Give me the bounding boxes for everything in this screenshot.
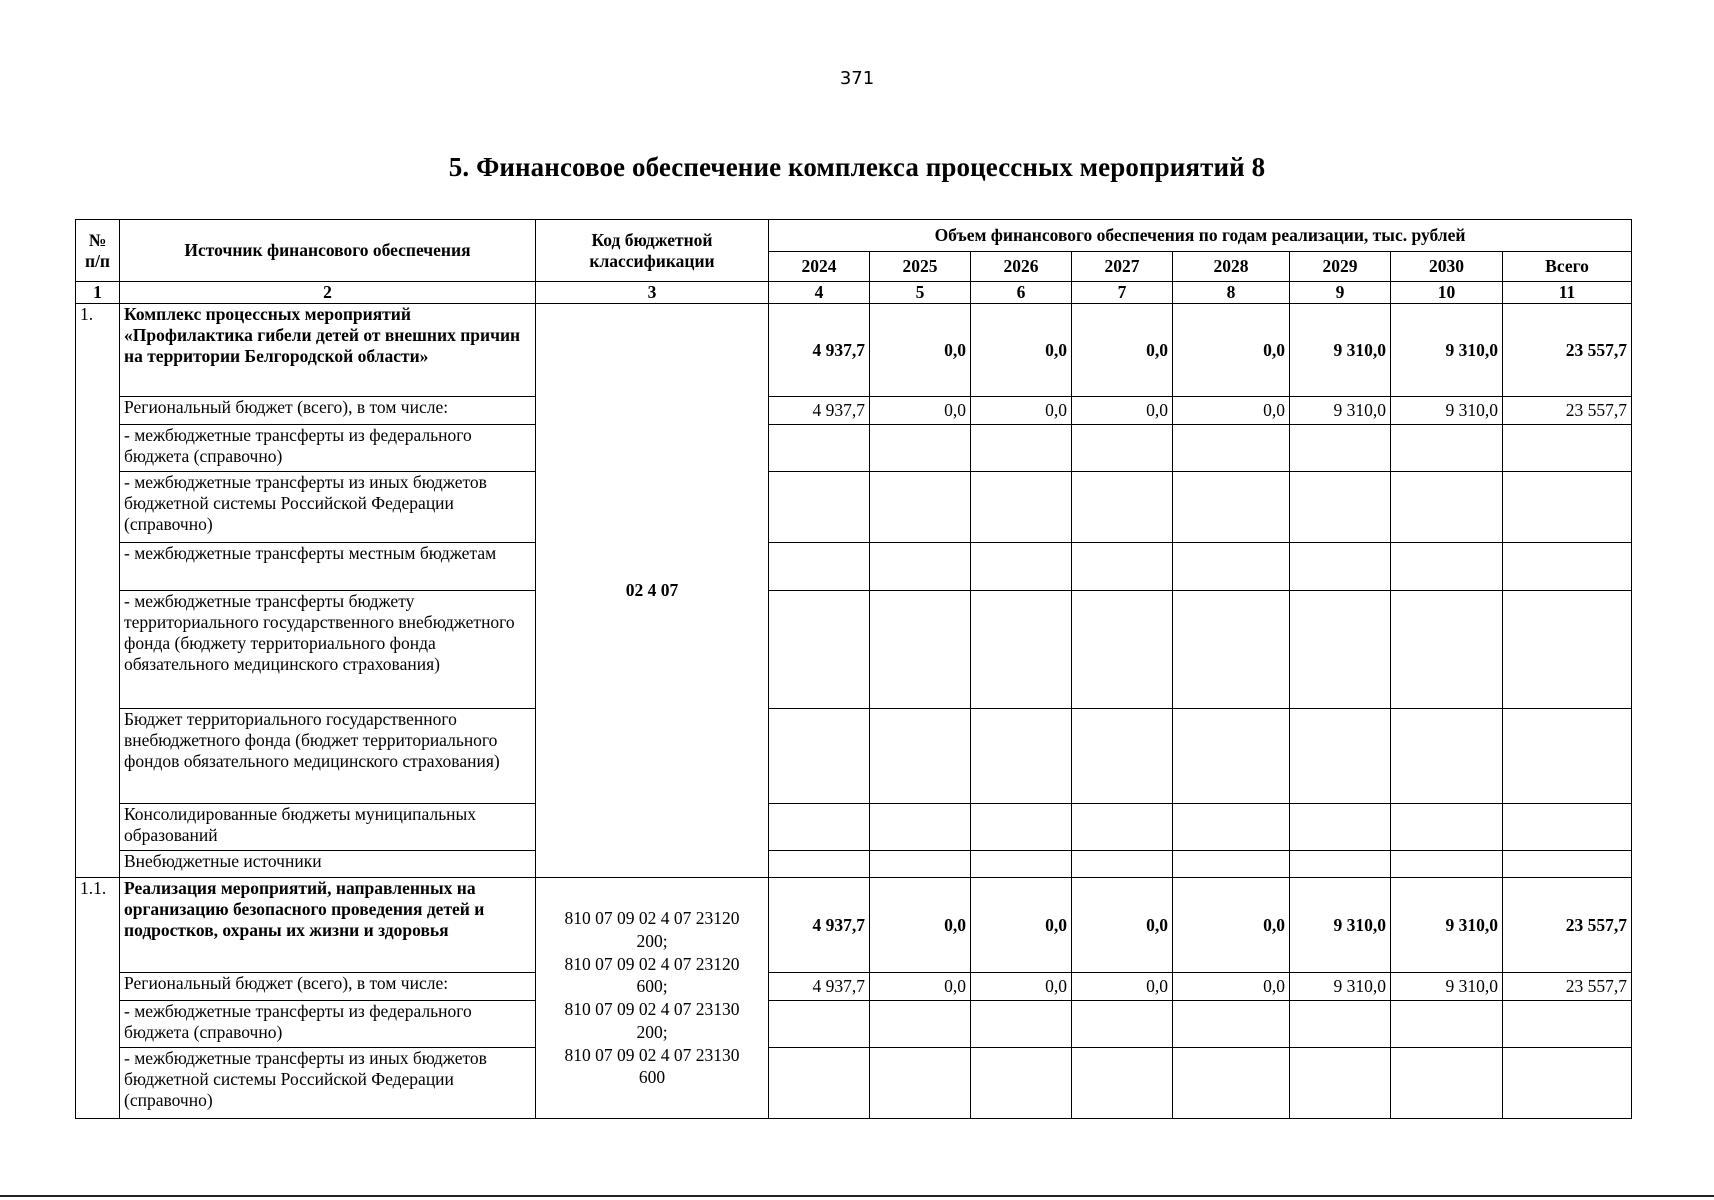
row-source: - межбюджетные трансферты из федерального бюджета (справочно) [120, 425, 536, 472]
row-source: Региональный бюджет (всего), в том числе: [120, 397, 536, 425]
column-number: 10 [1391, 282, 1503, 304]
table-row [76, 878, 1632, 973]
kbk-line: 200; [636, 1021, 668, 1042]
value-total: 23 557,7 [1503, 397, 1632, 425]
kbk-line: 200; [636, 930, 668, 951]
value-2027: 0,0 [1072, 878, 1173, 973]
value-2027: 0,0 [1072, 397, 1173, 425]
kbk-line: 600 [638, 1067, 666, 1088]
column-number: 5 [870, 282, 971, 304]
header-year: 2024 [769, 252, 870, 282]
kbk-line: 810 07 09 02 4 07 23130 [564, 1044, 740, 1065]
table-row [76, 851, 1632, 878]
row-source: Внебюджетные источники [120, 851, 536, 878]
column-number: 7 [1072, 282, 1173, 304]
kbk-line: 600; [636, 976, 668, 997]
header-year: 2029 [1290, 252, 1391, 282]
column-number: 3 [536, 282, 769, 304]
header-num: № п/п [76, 220, 120, 282]
value-2026: 0,0 [971, 878, 1072, 973]
row-source: - межбюджетные трансферты из иных бюджетов бюджетной системы Российской Федерации (справочно) [120, 472, 536, 543]
value-2030: 9 310,0 [1391, 397, 1503, 425]
value-2027: 0,0 [1072, 304, 1173, 397]
header-year: 2027 [1072, 252, 1173, 282]
table-row [76, 397, 1632, 425]
row-index: 1.1. [76, 878, 120, 1119]
column-number: 11 [1503, 282, 1632, 304]
table-row [76, 543, 1632, 591]
table-row [76, 425, 1632, 472]
value-2029: 9 310,0 [1290, 878, 1391, 973]
row-source: Консолидированные бюджеты муниципальных образований [120, 804, 536, 851]
column-number-row [76, 282, 1632, 304]
value-2029: 9 310,0 [1290, 397, 1391, 425]
value-2025: 0,0 [870, 304, 971, 397]
value-2025: 0,0 [870, 878, 971, 973]
row-index: 1. [76, 304, 120, 878]
row-kbk: 02 4 07 [536, 304, 769, 878]
header-year: 2025 [870, 252, 971, 282]
value-2024: 4 937,7 [769, 973, 870, 1001]
row-source: - межбюджетные трансферты бюджету территориального государственного внебюджетного фонда (бюджету территориального фонда обязательного медицинского страхования) [120, 591, 536, 709]
row-source: Бюджет территориального государственного внебюджетного фонда (бюджет территориального фондов обязательного медицинского страхования) [120, 709, 536, 804]
value-2024: 4 937,7 [769, 304, 870, 397]
row-source: - межбюджетные трансферты местным бюджетам [120, 543, 536, 591]
header-total: Всего [1503, 252, 1632, 282]
value-2026: 0,0 [971, 397, 1072, 425]
header-kbk: Код бюджетной классификации [536, 220, 769, 282]
value-2028: 0,0 [1173, 397, 1290, 425]
value-2030: 9 310,0 [1391, 973, 1503, 1001]
column-number: 4 [769, 282, 870, 304]
header-year: 2026 [971, 252, 1072, 282]
row-source: Реализация мероприятий, направленных на организацию безопасного проведения детей и подростков, охраны их жизни и здоровья [120, 878, 536, 973]
row-kbk [536, 878, 769, 1119]
value-2025: 0,0 [870, 397, 971, 425]
value-2025: 0,0 [870, 973, 971, 1001]
header-source: Источник финансового обеспечения [120, 220, 536, 282]
value-2029: 9 310,0 [1290, 973, 1391, 1001]
column-number: 9 [1290, 282, 1391, 304]
column-number: 6 [971, 282, 1072, 304]
value-2024: 4 937,7 [769, 878, 870, 973]
table-row [76, 591, 1632, 709]
value-total: 23 557,7 [1503, 304, 1632, 397]
header-volume: Объем финансового обеспечения по годам реализации, тыс. рублей [769, 220, 1632, 252]
column-number: 1 [76, 282, 120, 304]
value-2026: 0,0 [971, 973, 1072, 1001]
page-title: 5. Финансовое обеспечение комплекса процессных мероприятий 8 [448, 152, 1266, 182]
value-2027: 0,0 [1072, 973, 1173, 1001]
header-year: 2028 [1173, 252, 1290, 282]
row-source: Региональный бюджет (всего), в том числе: [120, 973, 536, 1001]
table-row [76, 472, 1632, 543]
value-2030: 9 310,0 [1391, 878, 1503, 973]
column-number: 2 [120, 282, 536, 304]
value-2028: 0,0 [1173, 878, 1290, 973]
table-row [76, 804, 1632, 851]
value-2028: 0,0 [1173, 304, 1290, 397]
financing-table [75, 219, 1632, 1119]
value-total: 23 557,7 [1503, 973, 1632, 1001]
value-2030: 9 310,0 [1391, 304, 1503, 397]
value-2024: 4 937,7 [769, 397, 870, 425]
table-row [76, 1048, 1632, 1119]
kbk-line: 810 07 09 02 4 07 23130 [564, 999, 740, 1019]
table-row [76, 709, 1632, 804]
value-2026: 0,0 [971, 304, 1072, 397]
header-year: 2030 [1391, 252, 1503, 282]
row-source: - межбюджетные трансферты из федерального бюджета (справочно) [120, 1001, 536, 1048]
kbk-line: 810 07 09 02 4 07 23120 [564, 953, 740, 974]
row-source: Комплекс процессных мероприятий «Профилактика гибели детей от внешних причин на территории Белгородской области» [120, 304, 536, 397]
page-number: 371 [839, 68, 875, 89]
column-number: 8 [1173, 282, 1290, 304]
table-row [76, 304, 1632, 397]
value-2028: 0,0 [1173, 973, 1290, 1001]
kbk-line: 810 07 09 02 4 07 23120 [564, 908, 740, 928]
value-total: 23 557,7 [1503, 878, 1632, 973]
page-bottom-edge [0, 1195, 1714, 1197]
value-2029: 9 310,0 [1290, 304, 1391, 397]
table-row [76, 1001, 1632, 1048]
row-source: - межбюджетные трансферты из иных бюджетов бюджетной системы Российской Федерации (справочно) [120, 1048, 536, 1119]
table-row [76, 973, 1632, 1001]
